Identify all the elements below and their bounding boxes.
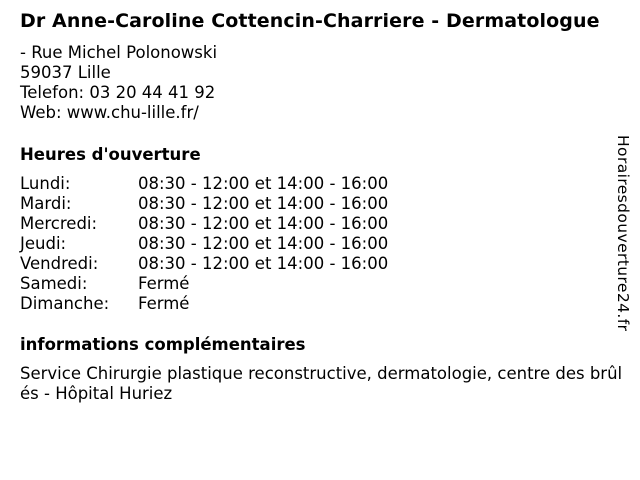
day-label: Vendredi: xyxy=(20,254,99,273)
watermark xyxy=(612,135,634,345)
day-label: Dimanche: xyxy=(20,294,110,313)
time-value: 08:30 - 12:00 et 14:00 - 16:00 xyxy=(138,194,389,213)
day-label: Samedi: xyxy=(20,274,88,293)
watermark-text: Horairesdouverture24.fr xyxy=(614,135,632,332)
page-title: Dr Anne-Caroline Cottencin-Charriere - Dermatologue xyxy=(20,10,600,32)
address-block xyxy=(20,43,217,123)
phone-number: Telefon: 03 20 44 41 92 xyxy=(20,83,216,102)
day-label: Mercredi: xyxy=(20,214,98,233)
time-value: 08:30 - 12:00 et 14:00 - 16:00 xyxy=(138,254,389,273)
website: Web: www.chu-lille.fr/ xyxy=(20,103,199,122)
time-value: Fermé xyxy=(138,274,190,293)
time-value: 08:30 - 12:00 et 14:00 - 16:00 xyxy=(138,234,389,253)
city: 59037 Lille xyxy=(20,63,111,82)
day-label: Jeudi: xyxy=(20,234,67,253)
time-value: Fermé xyxy=(138,294,190,313)
time-value: 08:30 - 12:00 et 14:00 - 16:00 xyxy=(138,214,389,233)
street-address: - Rue Michel Polonowski xyxy=(20,43,218,62)
day-label: Lundi: xyxy=(20,174,71,193)
info-heading: informations complémentaires xyxy=(20,335,306,354)
info-text: Service Chirurgie plastique reconstructive, dermatologie, centre des brûlés - Hôpital Huriez xyxy=(20,364,623,403)
time-value: 08:30 - 12:00 et 14:00 - 16:00 xyxy=(138,174,389,193)
hours-heading: Heures d'ouverture xyxy=(20,145,201,164)
day-label: Mardi: xyxy=(20,194,72,213)
